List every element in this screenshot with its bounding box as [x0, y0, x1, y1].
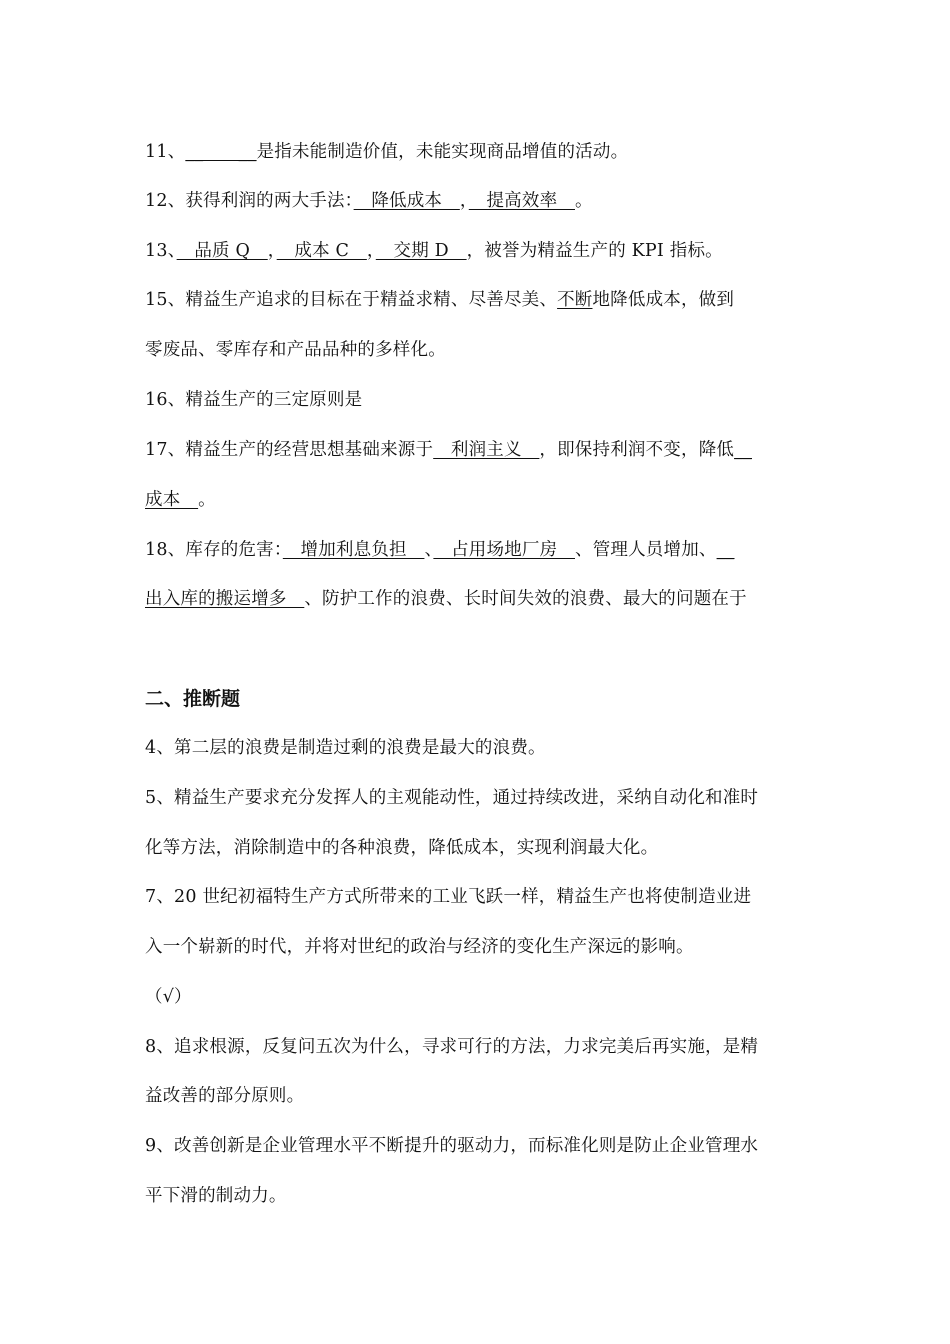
judgment-7-line2: 入一个崭新的时代，并将对世纪的政治与经济的变化生产深远的影响。 [145, 937, 694, 957]
question-text: 获得利润的两大手法： [185, 191, 354, 211]
question-17 [145, 437, 752, 463]
question-text: 精益生产的经营思想基础来源于 [185, 440, 434, 460]
answer-1: 利润主义 [433, 440, 540, 460]
question-text-cont: ，即保持利润不变，降低 [539, 440, 735, 460]
question-11 [145, 139, 628, 165]
question-12 [145, 188, 593, 214]
question-number: 12、 [145, 191, 186, 211]
judgment-8: 8、追求根源，反复问五次为什么，寻求可行的方法，力求完美后再实施，是精 [145, 1037, 759, 1057]
question-number: 17、 [145, 440, 186, 460]
question-16 [145, 387, 362, 413]
separator: ， [366, 241, 376, 261]
judgment-7: 7、20 世纪初福特生产方式所带来的工业飞跃一样，精益生产也将使制造业进 [145, 887, 752, 907]
judgment-9-line2: 平下滑的制动力。 [145, 1186, 287, 1206]
judgment-5-line2: 化等方法，消除制造中的各种浪费，降低成本，实现利润最大化。 [145, 838, 659, 858]
judgment-5: 5、精益生产要求充分发挥人的主观能动性，通过持续改进，采纳自动化和准时 [145, 788, 759, 808]
separator: ， [267, 241, 277, 261]
question-text-cont: 、防护工作的浪费、长时间失效的浪费、最大的问题在于 [304, 589, 747, 609]
question-text-cont: 、管理人员增加、 [575, 540, 717, 560]
judgment-4: 4、第二层的浪费是制造过剩的浪费是最大的浪费。 [145, 738, 546, 758]
question-text: 精益生产追求的目标在于精益求精、尽善尽美、 [185, 290, 558, 310]
answer-1: 不断 [557, 290, 593, 310]
answer-2: 占用场地厂房 [433, 540, 575, 560]
question-17-line2 [145, 487, 216, 513]
separator: 、 [424, 540, 434, 560]
judgment-9: 9、改善创新是企业管理水平不断提升的驱动力，而标准化则是防止企业管理水 [145, 1136, 759, 1156]
answer-2: 成本 [145, 490, 199, 510]
question-number: 15、 [145, 290, 186, 310]
question-text: 是指未能制造价值，未能实现商品增值的活动。 [256, 142, 629, 162]
answer-1: 降低成本 [353, 191, 460, 211]
answer-2: 提高效率 [468, 191, 575, 211]
separator: ， [459, 191, 469, 211]
question-15-line2: 零废品、零库存和产品品种的多样化。 [145, 340, 446, 360]
answer-3: 出入库的搬运增多 [145, 589, 305, 609]
judgment-7-answer: （√） [145, 987, 192, 1007]
question-text: 库存的危害： [185, 540, 283, 560]
answer-1: 增加利息负担 [282, 540, 425, 560]
answer-blank: __ __ [185, 142, 257, 162]
section-heading: 二、推断题 [145, 688, 241, 710]
judgment-8-line2: 益改善的部分原则。 [145, 1086, 305, 1106]
question-text: 精益生产的三定原则是 [185, 390, 363, 410]
answer-3-start: __ [716, 540, 735, 560]
question-13 [145, 238, 723, 264]
question-18 [145, 537, 735, 563]
question-text-cont: 地降低成本，做到 [592, 290, 735, 310]
answer-1: 品质 Q [176, 241, 268, 261]
answer-3: 交期 D [375, 241, 467, 261]
question-end: 。 [574, 191, 593, 211]
question-number: 16、 [145, 390, 186, 410]
question-number: 13、 [145, 241, 177, 261]
question-15 [145, 287, 734, 313]
question-number: 11、 [145, 142, 186, 162]
question-text: ，被誉为精益生产的 KPI 指标。 [466, 241, 723, 261]
question-number: 18、 [145, 540, 186, 560]
answer-2-start: __ [734, 440, 752, 460]
question-18-line2 [145, 586, 747, 612]
answer-2: 成本 C [276, 241, 367, 261]
question-end: 。 [198, 490, 216, 510]
